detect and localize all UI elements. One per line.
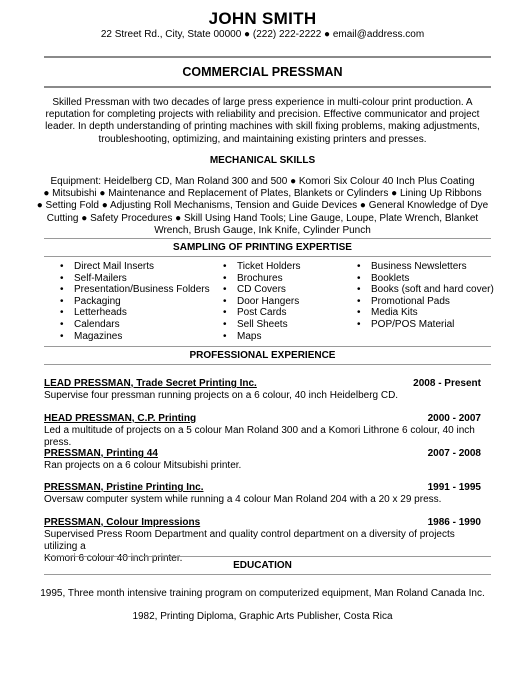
expertise-column xyxy=(357,261,494,342)
list-item: • Promotional Pads xyxy=(357,296,494,308)
divider xyxy=(44,86,491,88)
job-entry xyxy=(44,517,481,565)
job-description: Komori 6 colour 40 inch printer. xyxy=(44,553,183,564)
list-item: • Post Cards xyxy=(223,307,357,319)
list-item: • Letterheads xyxy=(60,307,223,319)
job-dates: 2007 - 2008 xyxy=(427,448,481,459)
divider xyxy=(44,364,491,365)
job-position: PRESSMAN, Printing 44 xyxy=(44,448,158,459)
skills-line: Equipment: Heidelberg CD, Man Roland 300 and 500 ● Komori Six Colour 40 Inch Plus Coating xyxy=(50,176,475,187)
skills-line: ● Mitsubishi ● Maintenance and Replacement of Plates, Blankets or Cylinders ● Lining Up Ribbons xyxy=(43,188,482,200)
list-item: • Calendars xyxy=(60,319,223,331)
experience-heading: PROFESSIONAL EXPERIENCE xyxy=(189,350,336,361)
education-item: 1982, Printing Diploma, Graphic Arts Publisher, Costa Rica xyxy=(132,611,393,622)
job-entry xyxy=(44,413,481,449)
candidate-name: JOHN SMITH xyxy=(208,9,317,28)
summary xyxy=(30,97,495,146)
list-item: • CD Covers xyxy=(223,284,357,296)
job-position: PRESSMAN, Colour Impressions xyxy=(44,517,201,528)
summary-line: leader. In depth understanding of printing machines with skill fixing problems, making adjustments, xyxy=(45,121,480,133)
job-entry xyxy=(44,448,481,472)
job-entry xyxy=(44,482,481,506)
skills-line: Wrench, Brush Gauge, Ink Knife, Cylinder Punch xyxy=(154,224,371,236)
divider xyxy=(44,256,491,257)
job-position: HEAD PRESSMAN, C.P. Printing xyxy=(44,413,197,424)
list-item: • Brochures xyxy=(223,273,357,285)
mechanical-skills-text xyxy=(20,176,505,237)
job-position: LEAD PRESSMAN, Trade Secret Printing Inc. xyxy=(44,378,257,389)
expertise-column xyxy=(223,261,357,342)
divider xyxy=(44,556,491,557)
list-item: • Media Kits xyxy=(357,307,494,319)
list-item: • Maps xyxy=(223,331,357,343)
job-description: Led a multitude of projects on a 5 colour Man Roland 300 and a Komori Lithrone 6 colour, 40 inch press. xyxy=(44,425,475,448)
expertise-column xyxy=(60,261,223,342)
job-position: PRESSMAN, Pristine Printing Inc. xyxy=(44,482,204,493)
divider xyxy=(44,56,491,58)
list-item: • Self-Mailers xyxy=(60,273,223,285)
job-dates: 1986 - 1990 xyxy=(427,517,481,528)
list-item: • Business Newsletters xyxy=(357,261,494,273)
list-item: • Ticket Holders xyxy=(223,261,357,273)
list-item: • POP/POS Material xyxy=(357,319,494,331)
summary-line: reputation for completing projects with reliability and precision. Effective communicator and project xyxy=(45,109,480,121)
job-entry xyxy=(44,378,481,402)
education-heading: EDUCATION xyxy=(233,560,292,571)
skills-line: ● Setting Fold ● Adjusting Roll Mechanisms, Tension and Guide Devices ● General Knowledge of Dye xyxy=(36,200,489,212)
list-item: • Door Hangers xyxy=(223,296,357,308)
list-item: • Magazines xyxy=(60,331,223,343)
education-item: 1995, Three month intensive training program on computerized equipment, Man Roland Canada Inc. xyxy=(40,588,485,599)
contact-line: 22 Street Rd., City, State 00000 ● (222) 222-2222 ● email@address.com xyxy=(100,29,425,40)
mechanical-skills-heading: MECHANICAL SKILLS xyxy=(209,155,316,166)
job-dates: 2000 - 2007 xyxy=(427,413,481,424)
divider xyxy=(44,346,491,347)
divider xyxy=(44,238,491,239)
job-description: Ran projects on a 6 colour Mitsubishi printer. xyxy=(44,460,242,471)
job-dates: 1991 - 1995 xyxy=(427,482,481,493)
job-dates: 2008 - Present xyxy=(413,378,481,389)
expertise-columns xyxy=(60,261,505,342)
divider xyxy=(44,574,491,575)
job-title-heading: COMMERCIAL PRESSMAN xyxy=(182,65,343,79)
expertise-heading: SAMPLING OF PRINTING EXPERTISE xyxy=(173,242,352,253)
summary-line: troubleshooting, optimizing, and maintaining existing printers and presses. xyxy=(98,133,427,145)
list-item: • Presentation/Business Folders xyxy=(60,284,223,296)
skills-line: Cutting ● Safety Procedures ● Skill Using Hand Tools; Line Gauge, Loupe, Plate Wrench, Blanket xyxy=(46,212,479,224)
list-item: • Sell Sheets xyxy=(223,319,357,331)
list-item: • Books (soft and hard cover) xyxy=(357,284,494,296)
list-item: • Booklets xyxy=(357,273,494,285)
job-description: Supervised Press Room Department and quality control department on a diversity of projects utilizing a xyxy=(44,529,455,552)
summary-line: Skilled Pressman with two decades of large press experience in multi-colour print production. A xyxy=(52,97,473,108)
job-description: Oversaw computer system while running a 4 colour Man Roland 204 with a 20 x 29 press. xyxy=(44,494,442,505)
list-item: • Direct Mail Inserts xyxy=(60,261,223,273)
list-item: • Packaging xyxy=(60,296,223,308)
job-description: Supervise four pressman running projects on a 6 colour, 40 inch Heidelberg CD. xyxy=(44,390,399,401)
